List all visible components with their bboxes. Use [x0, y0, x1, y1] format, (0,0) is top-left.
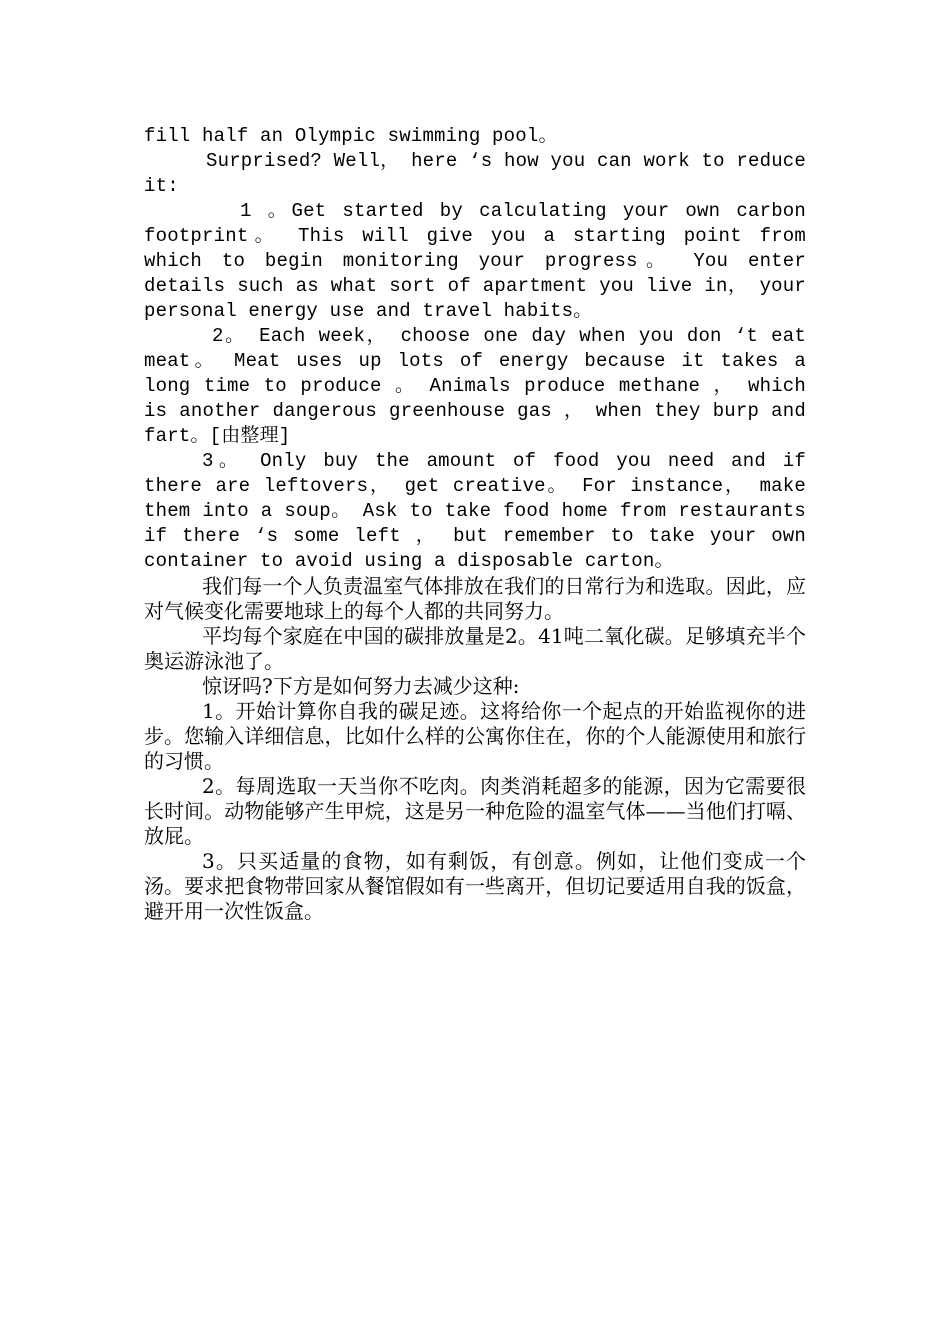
paragraph-zh-1: 我们每一个人负责温室气体排放在我们的日常行为和选取。因此，应对气候变化需要地球上的每个人都的共同努力。 [144, 574, 806, 623]
document-body [144, 124, 806, 924]
paragraph-zh-3: 惊讶吗?下方是如何努力去减少这种: [202, 674, 520, 698]
paragraph-zh-4: 1。开始计算你自我的碳足迹。这将给你一个起点的开始监视你的进步。您输入详细信息，比如什么样的公寓你住在，你的个人能源使用和旅行的习惯。 [144, 699, 806, 773]
paragraph-zh-2: 平均每个家庭在中国的碳排放量是2。41吨二氧化碳。足够填充半个奥运游泳池了。 [144, 624, 806, 673]
paragraph-zh-5: 2。每周选取一天当你不吃肉。肉类消耗超多的能源，因为它需要很长时间。动物能够产生甲烷，这是另一种危险的温室气体——当他们打嗝、放屁。 [144, 774, 806, 848]
paragraph-zh-6: 3。只买适量的食物，如有剩饭，有创意。例如，让他们变成一个汤。要求把食物带回家从餐馆假如有一些离开，但切记要适用自我的饭盒，避开用一次性饭盒。 [144, 849, 806, 923]
paragraph-en-1: fill half an Olympic swimming pool。 [144, 125, 558, 147]
paragraph-en-3: 1 。Get started by calculating your own carbon footprint。 This will give you a starting point from which to begin monitoring your progress。 You enter details such as what sort of apartment you live in， your personal energy use and travel habits。 [144, 200, 806, 322]
paragraph-en-5: 3。 Only buy the amount of food you need and if there are leftovers， get creative。 For instance， make them into a soup。 Ask to take food home from restaurants if there ‘s some left ， but remember to take your own container to avoid using a disposable carton。 [144, 450, 806, 572]
paragraph-en-2: Surprised? Well， here ‘s how you can work to reduce it: [144, 150, 806, 197]
paragraph-en-4: 2。 Each week， choose one day when you don ‘t eat meat。 Meat uses up lots of energy because it takes a long time to produce 。 Animals produce methane ， which is another dangerous greenhouse gas ， when they burp and fart。[由整理] [144, 325, 806, 447]
